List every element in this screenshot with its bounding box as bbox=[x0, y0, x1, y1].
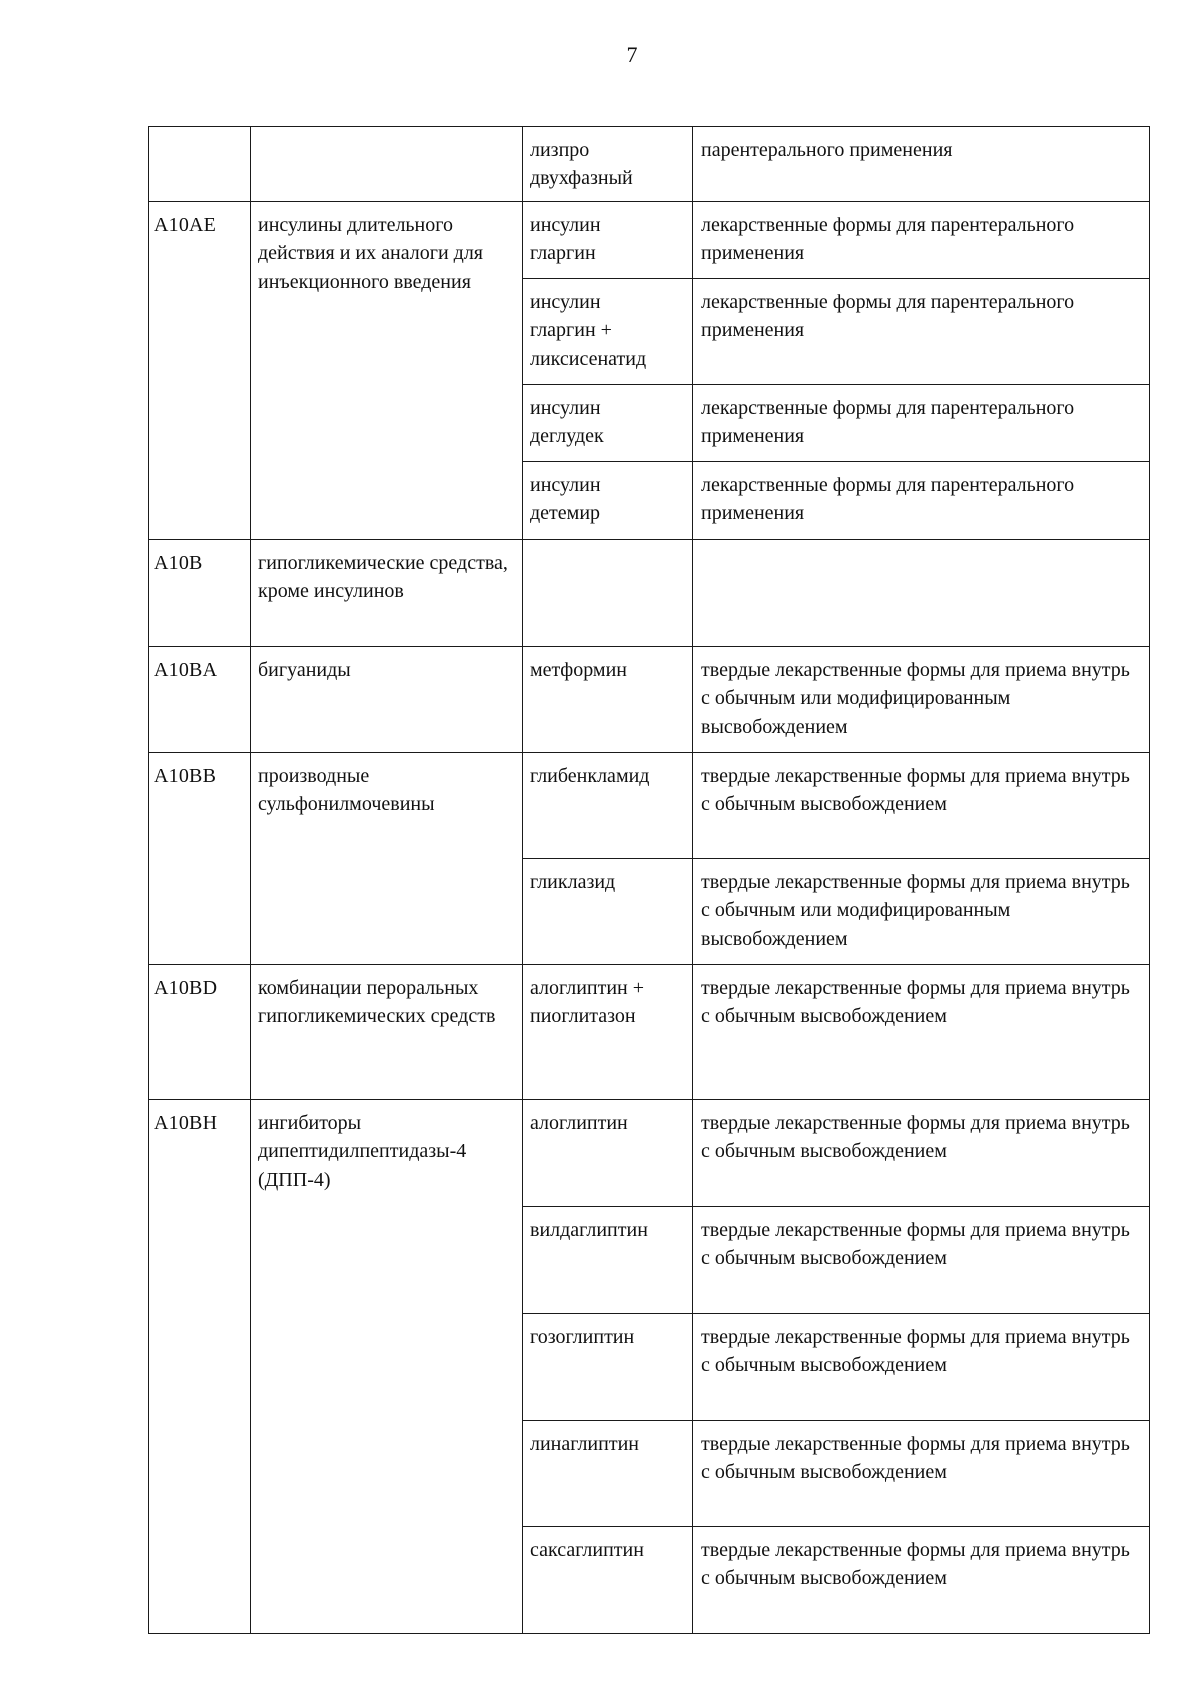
substance-cell: саксаглиптин bbox=[523, 1527, 693, 1634]
anatomical-therapeutic-group-cell: ингибиторы дипептидилпептидазы-4 (ДПП-4) bbox=[251, 1100, 523, 1634]
table-row bbox=[149, 965, 1150, 1100]
substance-cell: гозоглиптин bbox=[523, 1314, 693, 1421]
substance-cell: алоглиптин bbox=[523, 1100, 693, 1207]
dosage-form-cell: твердые лекарственные формы для приема внутрь с обычным высвобождением bbox=[693, 1421, 1150, 1527]
dosage-form-cell: твердые лекарственные формы для приема внутрь с обычным высвобождением bbox=[693, 1314, 1150, 1421]
anatomical-therapeutic-group-cell: производные сульфонилмочевины bbox=[251, 753, 523, 965]
anatomical-therapeutic-group-cell bbox=[251, 127, 523, 202]
table-row bbox=[149, 753, 1150, 859]
substance-cell: линаглиптин bbox=[523, 1421, 693, 1527]
substance-cell: инсулин детемир bbox=[523, 462, 693, 540]
dosage-form-cell: лекарственные формы для парентерального применения bbox=[693, 385, 1150, 462]
substance-cell: глибенкламид bbox=[523, 753, 693, 859]
drug-classification-table bbox=[148, 126, 1150, 1634]
atc-code-cell: A10AE bbox=[149, 202, 251, 540]
atc-code-cell: A10BH bbox=[149, 1100, 251, 1634]
substance-cell: инсулин гларгин bbox=[523, 202, 693, 279]
atc-code-cell: A10BD bbox=[149, 965, 251, 1100]
dosage-form-cell: твердые лекарственные формы для приема внутрь с обычным или модифицированным высвобождением bbox=[693, 859, 1150, 965]
table-row bbox=[149, 647, 1150, 753]
table-row bbox=[149, 202, 1150, 279]
dosage-form-cell: твердые лекарственные формы для приема внутрь с обычным высвобождением bbox=[693, 1100, 1150, 1207]
substance-cell bbox=[523, 540, 693, 647]
dosage-form-cell: твердые лекарственные формы для приема внутрь с обычным высвобождением bbox=[693, 1207, 1150, 1314]
dosage-form-cell: твердые лекарственные формы для приема внутрь с обычным или модифицированным высвобождением bbox=[693, 647, 1150, 753]
dosage-form-cell: лекарственные формы для парентерального применения bbox=[693, 462, 1150, 540]
page-number: 7 bbox=[626, 42, 638, 67]
atc-code-cell bbox=[149, 127, 251, 202]
atc-code-cell: A10BB bbox=[149, 753, 251, 965]
substance-cell: инсулин деглудек bbox=[523, 385, 693, 462]
substance-cell: лизпро двухфазный bbox=[523, 127, 693, 202]
anatomical-therapeutic-group-cell: бигуаниды bbox=[251, 647, 523, 753]
dosage-form-cell bbox=[693, 540, 1150, 647]
dosage-form-cell: лекарственные формы для парентерального применения bbox=[693, 202, 1150, 279]
substance-cell: вилдаглиптин bbox=[523, 1207, 693, 1314]
substance-cell: метформин bbox=[523, 647, 693, 753]
substance-cell: инсулин гларгин + ликсисенатид bbox=[523, 279, 693, 385]
atc-code-cell: A10BA bbox=[149, 647, 251, 753]
table-row bbox=[149, 540, 1150, 647]
substance-cell: алоглиптин + пиоглитазон bbox=[523, 965, 693, 1100]
dosage-form-cell: лекарственные формы для парентерального применения bbox=[693, 279, 1150, 385]
dosage-form-cell: твердые лекарственные формы для приема внутрь с обычным высвобождением bbox=[693, 965, 1150, 1100]
table-row bbox=[149, 127, 1150, 202]
dosage-form-cell: твердые лекарственные формы для приема внутрь с обычным высвобождением bbox=[693, 753, 1150, 859]
anatomical-therapeutic-group-cell: инсулины длительного действия и их аналоги для инъекционного введения bbox=[251, 202, 523, 540]
atc-code-cell: A10B bbox=[149, 540, 251, 647]
anatomical-therapeutic-group-cell: комбинации пероральных гипогликемических средств bbox=[251, 965, 523, 1100]
dosage-form-cell: твердые лекарственные формы для приема внутрь с обычным высвобождением bbox=[693, 1527, 1150, 1634]
anatomical-therapeutic-group-cell: гипогликемические средства, кроме инсулинов bbox=[251, 540, 523, 647]
dosage-form-cell: парентерального применения bbox=[693, 127, 1150, 202]
table-row bbox=[149, 1100, 1150, 1207]
substance-cell: гликлазид bbox=[523, 859, 693, 965]
